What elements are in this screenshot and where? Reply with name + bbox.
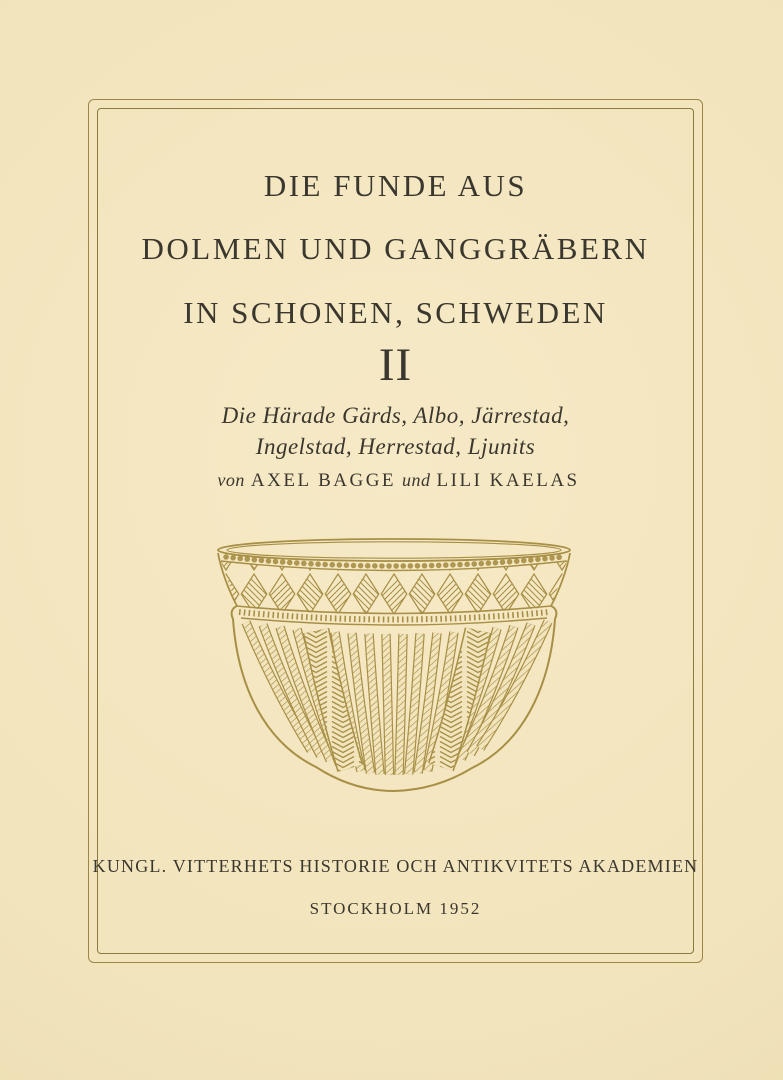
byline-conjunction: und [402, 470, 431, 490]
subtitle-line-1: Die Härade Gärds, Albo, Järrestad, [221, 403, 570, 428]
author-2: LILI KAELAS [436, 470, 580, 491]
byline-prefix: von [217, 470, 245, 490]
place-year-line: STOCKHOLM 1952 [309, 899, 482, 918]
bowl-illustration [205, 528, 585, 808]
volume-numeral: II [378, 339, 413, 391]
title-line-3: IN SCHONEN, SCHWEDEN [183, 295, 608, 330]
publisher-line: KUNGL. VITTERHETS HISTORIE OCH ANTIKVITETS AKADEMIEN [92, 856, 699, 876]
bowl-diamond-band [221, 561, 567, 615]
byline [88, 471, 703, 490]
subtitle-line-2: Ingelstad, Herrestad, Ljunits [255, 434, 536, 459]
author-1: AXEL BAGGE [250, 470, 397, 491]
title-line-2: DOLMEN UND GANGGRÄBERN [141, 231, 650, 266]
bowl-ridge-line [241, 618, 547, 625]
title-line-1: DIE FUNDE AUS [263, 168, 528, 203]
bowl-rim-inner [227, 542, 561, 558]
